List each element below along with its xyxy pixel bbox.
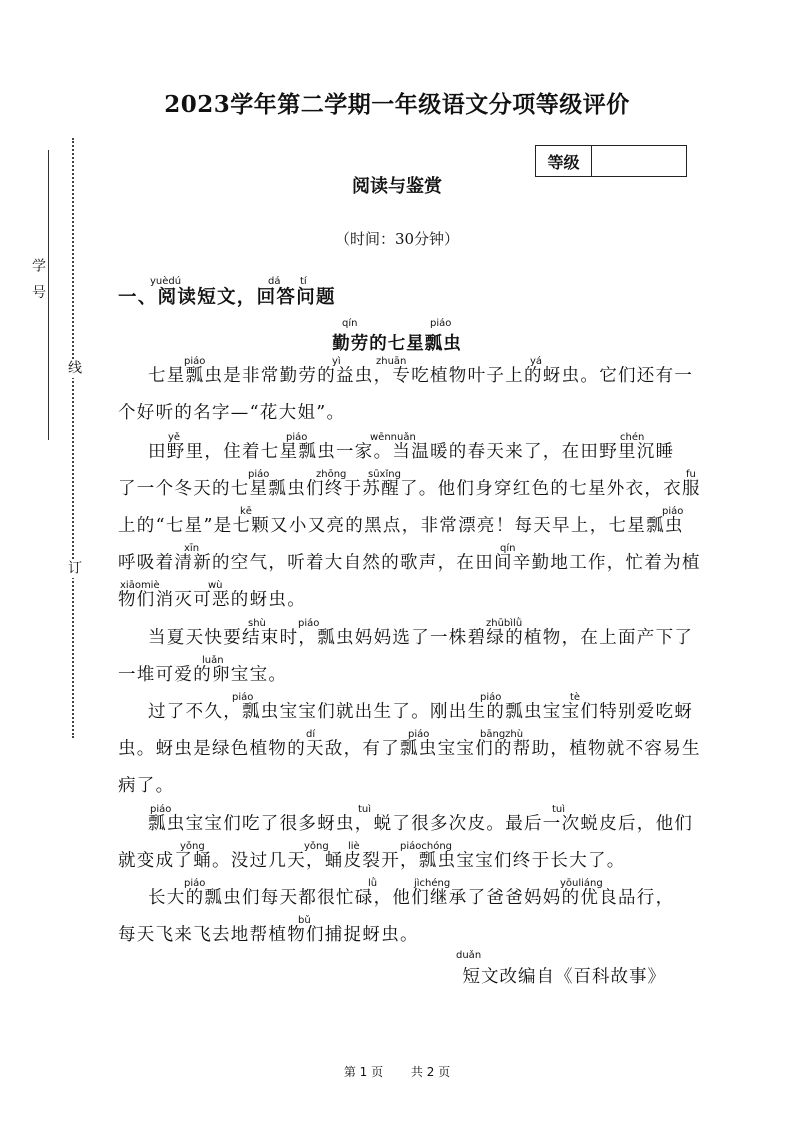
pinyin: dí xyxy=(306,729,316,740)
story-line: 物们消灭可恶的蚜虫。 xyxy=(118,590,306,610)
pinyin-row xyxy=(0,318,794,330)
pinyin: xīn xyxy=(184,543,200,554)
grade-label: 等级 xyxy=(536,146,592,176)
pinyin: bǔ xyxy=(298,915,311,926)
page-title: 2023学年第二学期一年级语文分项等级评价 xyxy=(164,91,630,118)
page-footer xyxy=(0,1063,794,1080)
pinyin: chén xyxy=(620,432,645,443)
section-heading: 一、阅读短文，回答问题 xyxy=(118,287,336,308)
pinyin: piáo xyxy=(150,804,172,815)
pinyin: luǎn xyxy=(202,655,224,666)
time-limit: （时间：30分钟） xyxy=(334,230,460,248)
pinyin: liè xyxy=(348,841,360,852)
pinyin: jìchéng xyxy=(414,878,451,889)
story-line: 每天飞来飞去地帮植物们捕捉蚜虫。 xyxy=(118,925,419,945)
story-line: 个好听的名字—“花大姐”。 xyxy=(118,403,346,423)
pinyin: piáo xyxy=(662,506,684,517)
pinyin: bāngzhù xyxy=(480,729,524,740)
pinyin: dá xyxy=(268,276,281,287)
story-line: 过了不久，瓢虫宝宝们就出生了。刚出生的瓢虫宝宝们特别爱吃蚜 xyxy=(148,702,694,722)
pinyin: piáo xyxy=(298,618,320,629)
pinyin: shù xyxy=(248,618,266,629)
student-id-label: 学 号 xyxy=(30,258,46,303)
story-line: 长大的瓢虫们每天都很忙碌，他们继承了爸爸妈妈的优良品行， xyxy=(148,888,675,908)
pinyin: piáochóng xyxy=(400,841,453,852)
pinyin: piáo xyxy=(232,692,254,703)
story-line: 当夏天快要结束时，瓢虫妈妈选了一株碧绿的植物，在上面产下了 xyxy=(148,628,694,648)
story-line: 了一个冬天的七星瓢虫们终于苏醒了。他们身穿红色的七星外衣，衣服 xyxy=(118,479,701,499)
page-number: 第 1 页 xyxy=(343,1065,384,1079)
story-line: 上的“七星”是七颗又小又亮的黑点，非常漂亮！每天早上，七星瓢虫 xyxy=(118,516,684,536)
pinyin: yǒng xyxy=(180,841,205,852)
pinyin: kē xyxy=(240,506,252,517)
pinyin: duǎn xyxy=(456,950,482,961)
story-line: 呼吸着清新的空气，听着大自然的歌声，在田间辛勤地工作，忙着为植 xyxy=(118,553,701,573)
story-title: 勤劳的七星瓢虫 xyxy=(332,334,462,354)
story-line: 虫。蚜虫是绿色植物的天敌，有了瓢虫宝宝们的帮助，植物就不容易生 xyxy=(118,739,701,759)
page-total: 共 2 页 xyxy=(410,1065,451,1079)
pinyin: piáo xyxy=(430,318,452,329)
pinyin: piáo xyxy=(480,692,502,703)
pinyin: piáo xyxy=(184,356,206,367)
pinyin: piáo xyxy=(408,729,430,740)
pinyin: qín xyxy=(500,543,516,554)
pinyin: yōuliáng xyxy=(560,878,603,889)
story-line: 七星瓢虫是非常勤劳的益虫，专吃植物叶子上的蚜虫。它们还有一 xyxy=(148,366,694,386)
pinyin: wēnnuǎn xyxy=(370,432,416,443)
pinyin-row xyxy=(456,950,516,962)
story-line: 田野里，住着七星瓢虫一家。当温暖的春天来了，在田野里沉睡 xyxy=(148,442,675,462)
pinyin: zhuān xyxy=(376,356,407,367)
pinyin: piáo xyxy=(184,878,206,889)
pinyin: sūxǐng xyxy=(368,469,401,480)
pinyin: yì xyxy=(332,356,341,367)
pinyin: tè xyxy=(570,692,581,703)
story-line: 一堆可爱的卵宝宝。 xyxy=(118,665,288,685)
pinyin: fu xyxy=(686,469,696,480)
pinyin: wù xyxy=(208,580,223,591)
binding-label-ding: 订 xyxy=(66,560,82,578)
story-line: 瓢虫宝宝们吃了很多蚜虫，蜕了很多次皮。最后一次蜕皮后，他们 xyxy=(148,814,694,834)
pinyin: yá xyxy=(530,356,543,367)
pinyin: piáo xyxy=(286,432,308,443)
pinyin: tí xyxy=(300,276,307,287)
pinyin: yǒng xyxy=(304,841,329,852)
pinyin: lǜ xyxy=(368,878,378,889)
binding-label-xian: 线 xyxy=(66,360,82,378)
pinyin: xiāomiè xyxy=(120,580,160,591)
pinyin: yě xyxy=(168,432,181,443)
pinyin: zhūbìlǜ xyxy=(486,618,523,629)
pinyin: zhōng xyxy=(316,469,347,480)
story-line: 病了。 xyxy=(118,776,175,796)
story-line: 就变成了蛹。没过几天，蛹皮裂开，瓢虫宝宝们终于长大了。 xyxy=(118,851,626,871)
pinyin: tuì xyxy=(358,804,372,815)
story-source: 短文改编自《百科故事》 xyxy=(462,967,666,987)
pinyin: piáo xyxy=(248,469,270,480)
pinyin: yuèdú xyxy=(150,276,182,287)
pinyin: qín xyxy=(342,318,358,329)
section-subtitle: 阅读与鉴赏 xyxy=(352,176,442,197)
pinyin: tuì xyxy=(552,804,566,815)
